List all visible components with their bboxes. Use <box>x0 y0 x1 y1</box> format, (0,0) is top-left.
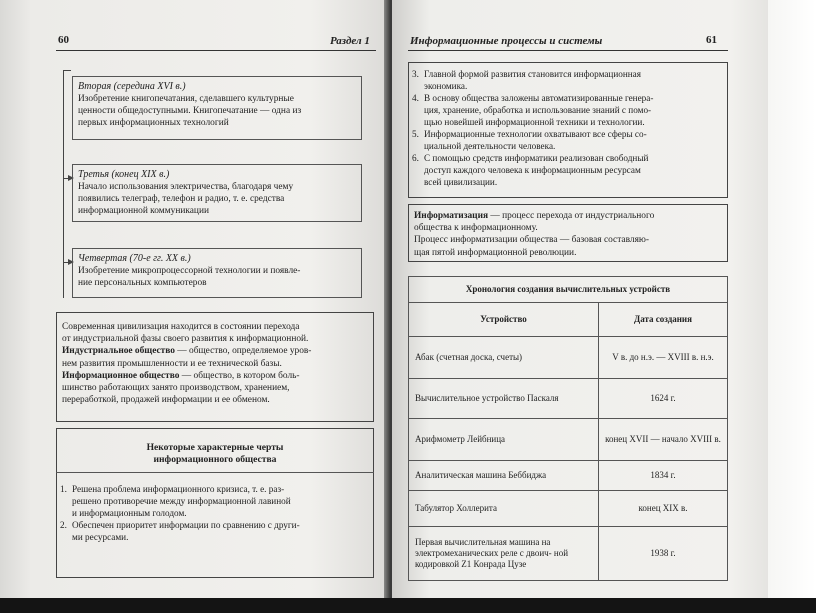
page-edge <box>768 0 816 600</box>
item-number: 1. <box>60 484 67 494</box>
definition-info <box>62 370 368 382</box>
process-line: Процесс информатизации общества — базовая составляю- <box>414 235 650 246</box>
era-box-fourth <box>72 248 362 298</box>
right-page-number: 61 <box>706 34 717 46</box>
era-line: ценности общедоступными. Книгопечатание — одна из <box>78 106 302 116</box>
list-item <box>412 128 724 152</box>
item-number: 5. <box>412 129 419 139</box>
table-row <box>409 461 728 491</box>
definition-line: нем развития промышленности и ее технической базы. <box>62 358 282 369</box>
features-list-right <box>412 68 724 188</box>
item-text <box>424 92 653 128</box>
features-rule <box>56 472 374 473</box>
table-row <box>409 491 728 527</box>
list-item <box>60 483 370 519</box>
device-cell: Вычислительное устройство Паскаля <box>409 379 599 419</box>
era-box-second <box>72 76 362 140</box>
era-title: Четвертая (70-е гг. XX в.) <box>78 253 191 264</box>
list-item <box>60 519 370 543</box>
item-text <box>424 128 647 152</box>
date-cell: конец XIX в. <box>599 491 728 527</box>
left-header-rule <box>56 50 376 51</box>
date-cell: конец XVII — начало XVIII в. <box>599 419 728 461</box>
features-list-left <box>60 483 370 543</box>
era-line: Начало использования электричества, благодаря чему <box>78 182 294 192</box>
definition-text: — общество, в котором боль- <box>179 370 300 381</box>
features-heading-line: информационного общества <box>153 454 277 465</box>
device-cell: Аналитическая машина Беббиджа <box>409 461 599 491</box>
item-line: Обеспечен приоритет информации по сравнению с други- <box>72 520 300 530</box>
era-box-third <box>72 164 362 222</box>
column-header-date: Дата создания <box>599 303 728 337</box>
item-line: доступ каждого человека к информационным ресурсам <box>424 165 641 175</box>
item-line: ция, хранение, обработка и использование знаний с помо- <box>424 105 652 115</box>
item-text <box>424 68 641 92</box>
item-line: решено противоречие между информационной лавиной <box>72 496 291 506</box>
running-title: Информационные процессы и системы <box>410 35 603 47</box>
right-header-rule <box>408 50 728 51</box>
date-cell: 1624 г. <box>599 379 728 419</box>
chronology-table <box>408 276 728 581</box>
definitions-box <box>56 312 374 422</box>
item-line: всей цивилизации. <box>424 177 498 187</box>
era-line: Изобретение микропроцессорной технологии и появле- <box>78 266 301 276</box>
definition-line: общества к информационному. <box>414 223 538 234</box>
item-line: С помощью средств информатики реализован свободный <box>424 153 649 163</box>
definition-industrial <box>62 345 368 357</box>
timeline-line <box>63 70 64 298</box>
item-text <box>72 519 300 543</box>
table-row <box>409 527 728 581</box>
term-info: Информационное общество <box>62 370 180 381</box>
era-line: появились телеграф, телефон и радио, т. е. средства <box>78 194 285 204</box>
date-cell: V в. до н.э. — XVIII в. н.э. <box>599 337 728 379</box>
era-line: ние персональных компьютеров <box>78 278 207 288</box>
features-heading-line: Некоторые характерные черты <box>146 442 284 453</box>
item-number: 3. <box>412 69 419 79</box>
item-line: В основу общества заложены автоматизированные генера- <box>424 93 654 103</box>
left-page-number: 60 <box>58 34 69 46</box>
term-informatization: Информатизация <box>414 211 489 221</box>
era-line: первых информационных технологий <box>78 118 229 128</box>
item-text <box>424 152 648 188</box>
table-row <box>409 419 728 461</box>
list-item <box>412 68 724 92</box>
item-line: щью новейшей информационной техники и технологии. <box>424 117 645 127</box>
table-row <box>409 337 728 379</box>
term-industrial: Индустриальное общество <box>62 346 175 357</box>
item-number: 4. <box>412 93 419 103</box>
item-line: Решена проблема информационного кризиса, т. е. раз- <box>72 484 285 494</box>
item-line: Главной формой развития становится информационная <box>424 69 641 79</box>
item-line: Информационные технологии охватывают все сферы со- <box>424 129 647 139</box>
informatization-box <box>408 204 728 262</box>
intro-line: Современная цивилизация находится в состоянии перехода <box>62 322 300 332</box>
table-row <box>409 379 728 419</box>
era-title: Вторая (середина XVI в.) <box>78 81 186 92</box>
era-line: Изобретение книгопечатания, сделавшего культурные <box>78 94 294 104</box>
table-caption: Хронология создания вычислительных устройств <box>409 277 728 303</box>
device-cell: Первая вычислительная машина на электромеханических реле с двоич- ной кодировкой Z1 Конрада Цузе <box>409 527 599 581</box>
item-number: 2. <box>60 520 67 530</box>
intro-line: от индустриальной фазы своего развития к информационной. <box>62 334 309 345</box>
device-cell: Абак (счетная доска, счеты) <box>409 337 599 379</box>
bottom-shadow <box>0 598 816 613</box>
timeline-top <box>63 70 71 71</box>
era-title: Третья (конец XIX в.) <box>78 169 170 180</box>
item-line: циальной деятельности человека. <box>424 141 556 151</box>
item-line: ми ресурсами. <box>72 532 129 542</box>
list-item <box>412 152 724 188</box>
item-text <box>72 483 291 519</box>
left-section-title: Раздел 1 <box>330 35 370 47</box>
definition-line: шинство работающих занято производством, хранением, <box>62 383 290 394</box>
list-item <box>412 92 724 128</box>
process-line: щая пятой информационной революции. <box>414 247 577 258</box>
definition-text: — процесс перехода от индустриального <box>488 211 655 221</box>
definition-text: — общество, определяемое уров- <box>174 346 312 357</box>
era-line: информационной коммуникации <box>78 206 209 216</box>
informatization-definition <box>414 210 722 222</box>
date-cell: 1834 г. <box>599 461 728 491</box>
item-number: 6. <box>412 153 419 163</box>
column-header-device: Устройство <box>409 303 599 337</box>
device-cell: Арифмометр Лейбница <box>409 419 599 461</box>
device-cell: Табулятор Холлерита <box>409 491 599 527</box>
definition-line: переработкой, продажей информации и ее обменом. <box>62 395 270 406</box>
table-header-row <box>409 303 728 337</box>
item-line: и информационным голодом. <box>72 508 187 518</box>
item-line: экономика. <box>424 81 468 91</box>
features-heading <box>56 442 374 466</box>
date-cell: 1938 г. <box>599 527 728 581</box>
table-caption-row <box>409 277 728 303</box>
